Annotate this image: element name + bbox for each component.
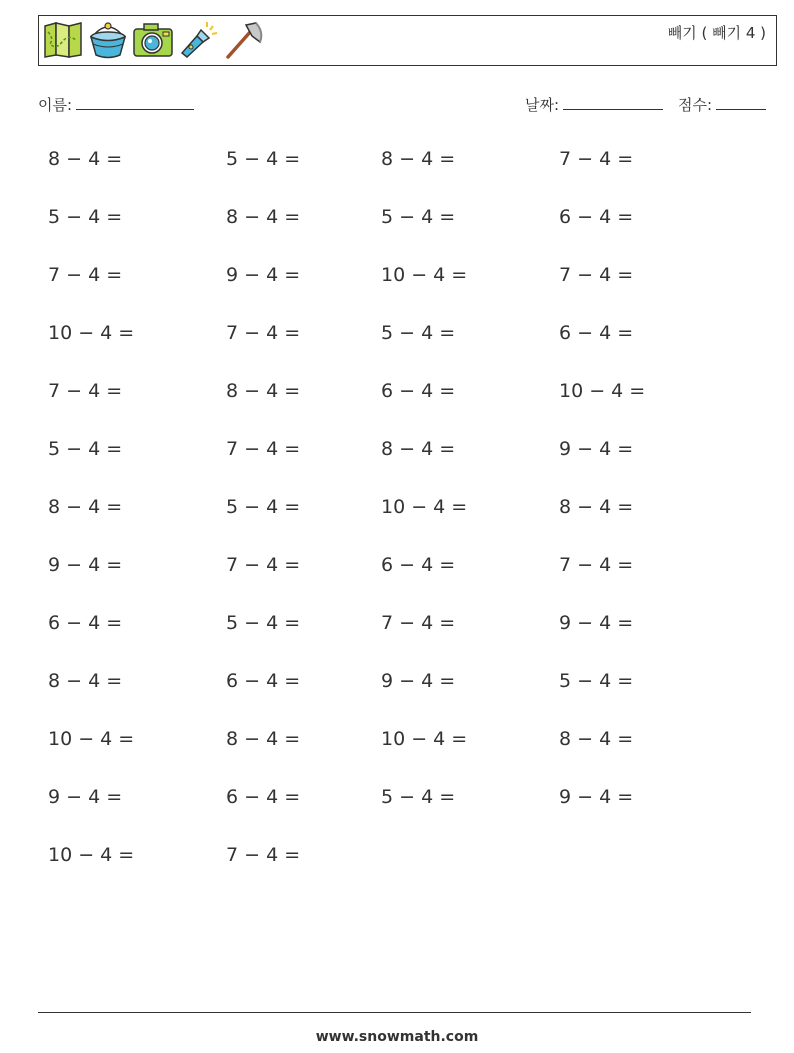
problem-7-2: 5 − 4 = bbox=[226, 496, 301, 518]
problem-10-3: 9 − 4 = bbox=[381, 670, 456, 692]
problem-6-3: 8 − 4 = bbox=[381, 438, 456, 460]
name-field[interactable] bbox=[38, 94, 194, 115]
name-label: 이름: bbox=[38, 96, 73, 114]
problem-5-4: 10 − 4 = bbox=[559, 380, 646, 402]
date-field[interactable] bbox=[525, 94, 663, 115]
date-label: 날짜: bbox=[525, 96, 560, 114]
problem-13-2: 7 − 4 = bbox=[226, 844, 301, 866]
problem-10-2: 6 − 4 = bbox=[226, 670, 301, 692]
flashlight-icon bbox=[177, 20, 219, 60]
problem-8-1: 9 − 4 = bbox=[48, 554, 123, 576]
problem-12-4: 9 − 4 = bbox=[559, 786, 634, 808]
problem-3-2: 9 − 4 = bbox=[226, 264, 301, 286]
problem-4-4: 6 − 4 = bbox=[559, 322, 634, 344]
problem-10-4: 5 − 4 = bbox=[559, 670, 634, 692]
problem-9-2: 5 − 4 = bbox=[226, 612, 301, 634]
map-icon bbox=[42, 20, 84, 60]
problem-2-3: 5 − 4 = bbox=[381, 206, 456, 228]
problem-1-2: 5 − 4 = bbox=[226, 148, 301, 170]
axe-icon bbox=[222, 20, 264, 60]
problem-8-2: 7 − 4 = bbox=[226, 554, 301, 576]
problem-11-2: 8 − 4 = bbox=[226, 728, 301, 750]
problem-5-3: 6 − 4 = bbox=[381, 380, 456, 402]
date-line[interactable] bbox=[563, 94, 663, 110]
problem-13-1: 10 − 4 = bbox=[48, 844, 135, 866]
problem-3-3: 10 − 4 = bbox=[381, 264, 468, 286]
problem-4-3: 5 − 4 = bbox=[381, 322, 456, 344]
problem-11-1: 10 − 4 = bbox=[48, 728, 135, 750]
problem-1-1: 8 − 4 = bbox=[48, 148, 123, 170]
problem-9-4: 9 − 4 = bbox=[559, 612, 634, 634]
problem-7-1: 8 − 4 = bbox=[48, 496, 123, 518]
problem-6-2: 7 − 4 = bbox=[226, 438, 301, 460]
problem-5-1: 7 − 4 = bbox=[48, 380, 123, 402]
problem-8-4: 7 − 4 = bbox=[559, 554, 634, 576]
header-box bbox=[38, 15, 777, 66]
problem-2-1: 5 − 4 = bbox=[48, 206, 123, 228]
problem-3-4: 7 − 4 = bbox=[559, 264, 634, 286]
problem-1-4: 7 − 4 = bbox=[559, 148, 634, 170]
problem-2-4: 6 − 4 = bbox=[559, 206, 634, 228]
problem-4-2: 7 − 4 = bbox=[226, 322, 301, 344]
problem-7-3: 10 − 4 = bbox=[381, 496, 468, 518]
problem-3-1: 7 − 4 = bbox=[48, 264, 123, 286]
score-label: 점수: bbox=[678, 96, 713, 114]
problem-9-3: 7 − 4 = bbox=[381, 612, 456, 634]
problem-6-1: 5 − 4 = bbox=[48, 438, 123, 460]
problem-2-2: 8 − 4 = bbox=[226, 206, 301, 228]
score-field[interactable] bbox=[678, 94, 766, 115]
worksheet-title: 빼기 ( 빼기 4 ) bbox=[667, 24, 766, 42]
problem-7-4: 8 − 4 = bbox=[559, 496, 634, 518]
footer-url: www.snowmath.com bbox=[315, 1029, 479, 1045]
problem-9-1: 6 − 4 = bbox=[48, 612, 123, 634]
problem-12-3: 5 − 4 = bbox=[381, 786, 456, 808]
icon-strip bbox=[42, 20, 264, 60]
footer-rule bbox=[38, 1012, 751, 1013]
problem-1-3: 8 − 4 = bbox=[381, 148, 456, 170]
problem-12-1: 9 − 4 = bbox=[48, 786, 123, 808]
problem-5-2: 8 − 4 = bbox=[226, 380, 301, 402]
problem-11-4: 8 − 4 = bbox=[559, 728, 634, 750]
bucket-icon bbox=[87, 20, 129, 60]
name-line[interactable] bbox=[76, 94, 194, 110]
problem-12-2: 6 − 4 = bbox=[226, 786, 301, 808]
problem-8-3: 6 − 4 = bbox=[381, 554, 456, 576]
score-line[interactable] bbox=[716, 94, 766, 110]
problem-10-1: 8 − 4 = bbox=[48, 670, 123, 692]
problem-4-1: 10 − 4 = bbox=[48, 322, 135, 344]
problem-11-3: 10 − 4 = bbox=[381, 728, 468, 750]
camera-icon bbox=[132, 20, 174, 60]
problem-6-4: 9 − 4 = bbox=[559, 438, 634, 460]
